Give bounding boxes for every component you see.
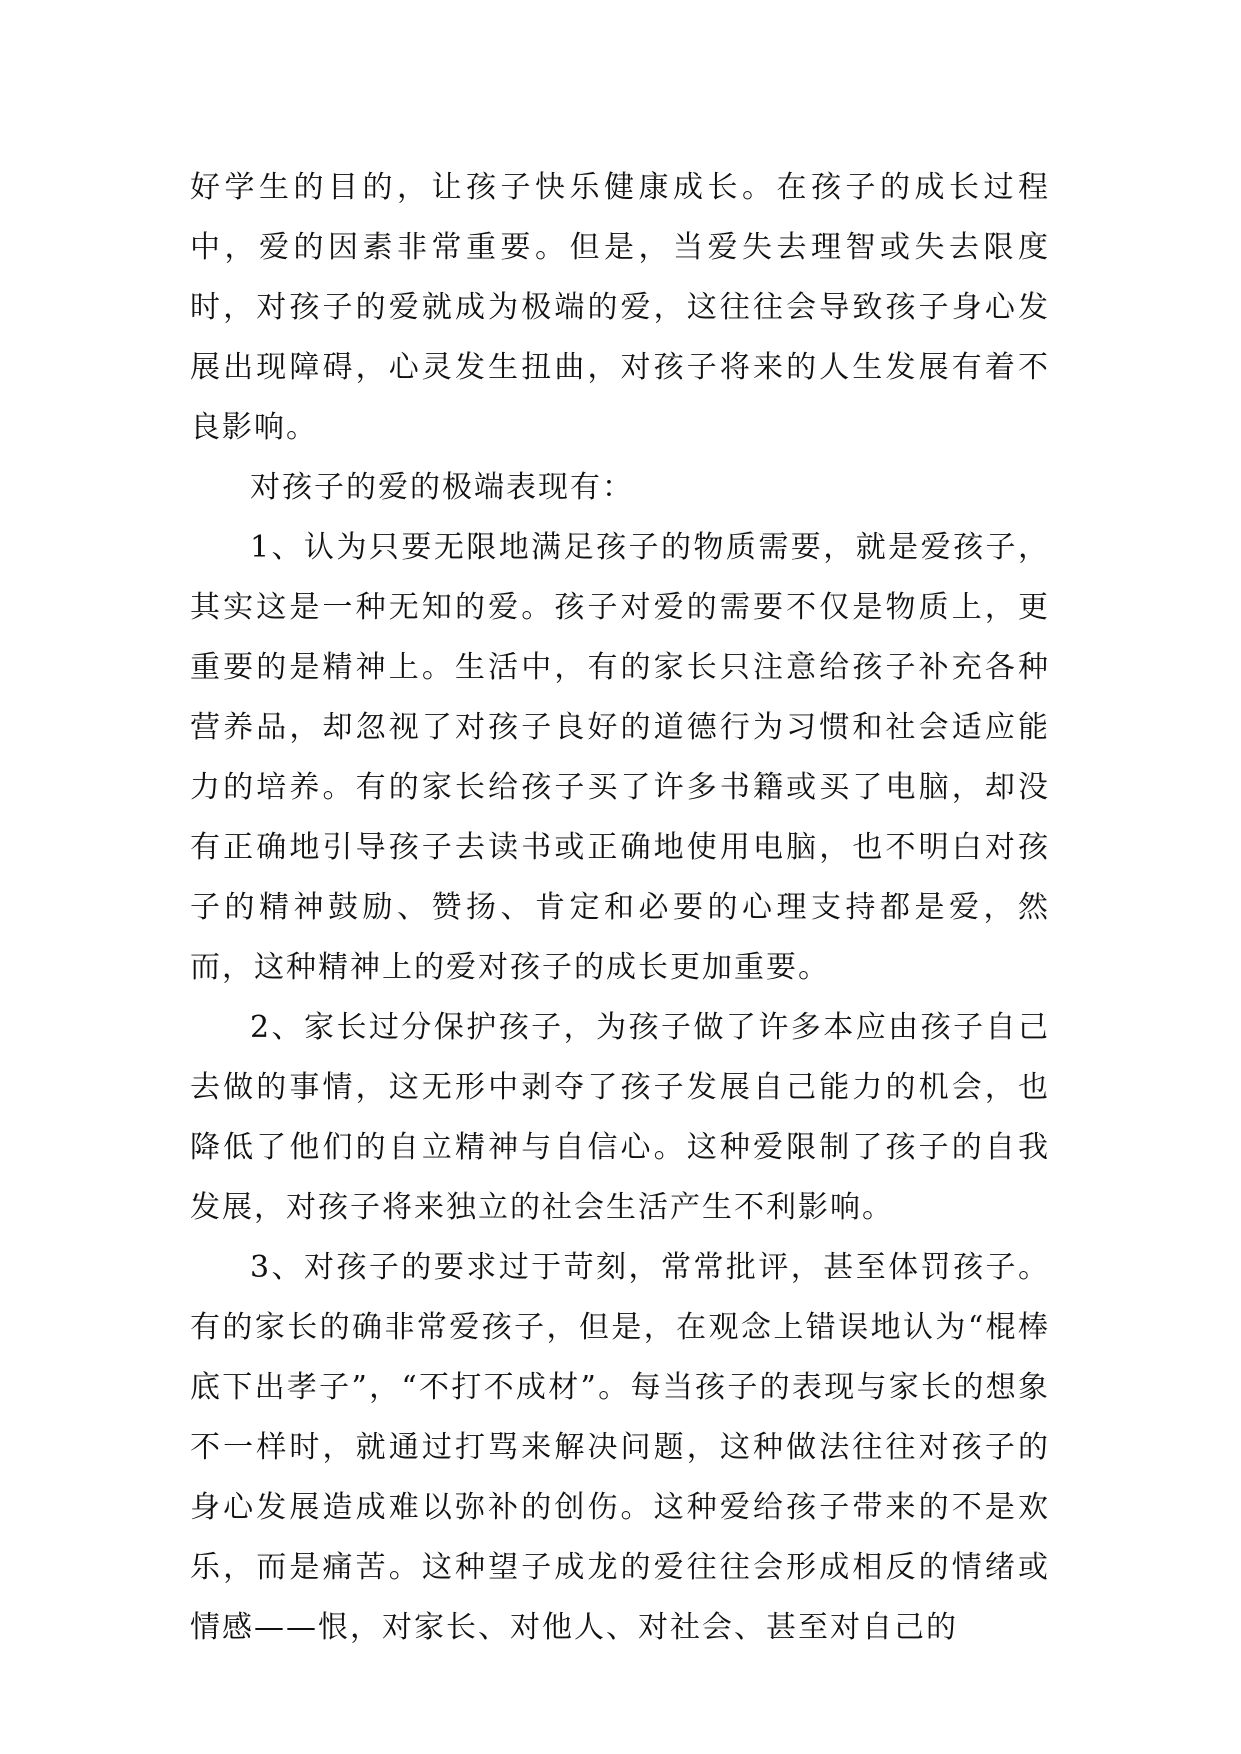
paragraph-point-1: 1、认为只要无限地满足孩子的物质需要，就是爱孩子，其实这是一种无知的爱。孩子对爱的需要不仅是物质上，更重要的是精神上。生活中，有的家长只注意给孩子补充各种营养品，却忽视了对孩子良好的道德行为习惯和社会适应能力的培养。有的家长给孩子买了许多书籍或买了电脑，却没有正确地引导孩子去读书或正确地使用电脑，也不明白对孩子的精神鼓励、赞扬、肯定和必要的心理支持都是爱，然而，这种精神上的爱对孩子的成长更加重要。 xyxy=(190,530,1050,985)
document-body xyxy=(190,158,1050,1658)
paragraph-point-2: 2、家长过分保护孩子，为孩子做了许多本应由孩子自己去做的事情，这无形中剥夺了孩子发展自己能力的机会，也降低了他们的自立精神与自信心。这种爱限制了孩子的自我发展，对孩子将来独立的社会生活产生不利影响。 xyxy=(190,1010,1050,1225)
paragraph-continuation: 好学生的目的，让孩子快乐健康成长。在孩子的成长过程中，爱的因素非常重要。但是，当爱失去理智或失去限度时，对孩子的爱就成为极端的爱，这往往会导致孩子身心发展出现障碍，心灵发生扭曲，对孩子将来的人生发展有着不良影响。 xyxy=(190,170,1050,445)
paragraph-intro: 对孩子的爱的极端表现有： xyxy=(250,470,634,505)
paragraph-point-3: 3、对孩子的要求过于苛刻，常常批评，甚至体罚孩子。有的家长的确非常爱孩子，但是，在观念上错误地认为“棍棒底下出孝子”，“不打不成材”。每当孩子的表现与家长的想象不一样时，就通过打骂来解决问题，这种做法往往对孩子的身心发展造成难以弥补的创伤。这种爱给孩子带来的不是欢乐，而是痛苦。这种望子成龙的爱往往会形成相反的情绪或情感——恨，对家长、对他人、对社会、甚至对自己的 xyxy=(190,1250,1050,1645)
